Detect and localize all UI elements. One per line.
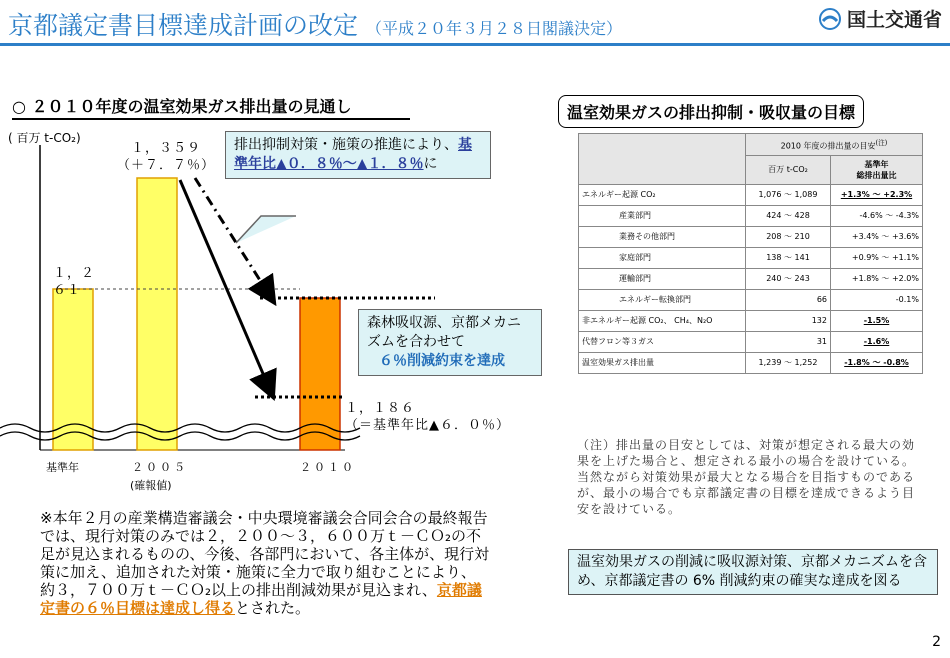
table-row-value: 66 [746,289,831,310]
category-label-2010: ２０１０ [300,461,356,474]
table-row-value: 132 [746,310,831,331]
table-row [579,184,923,205]
footnote-text: ※本年２月の産業構造審議会・中央環境審議会合同会合の最終報告では、現行対策のみでは２，２００～３，６００万ｔ－ＣＯ₂の不足が見込まれるものの、今後、各部門において、各主体が、現行対策に加え、追加された対策・施策に全力で取り組むことにより、約３，７００万ｔ－ＣＯ₂以上の排出削減効果が見込まれ、 [40,509,490,599]
table-row-label: 代替フロン等３ガス [579,331,746,352]
table-row-label: エネルギー起源 CO₂ [579,184,746,205]
2010-value-label [345,400,510,434]
page-number: 2 [932,634,941,650]
bar-1 [137,178,177,450]
table-row-value: 424 ～ 428 [746,205,831,226]
table-row-label: エネルギー転換部門 [579,289,746,310]
bar-0 [53,289,93,450]
table-row-label: 温室効果ガス排出量 [579,352,746,373]
footnote-suffix: とされた。 [235,599,311,617]
table-row-value: 208 ～ 210 [746,226,831,247]
logo-text: 国土交通省 [846,9,942,31]
table-header-note: (注) [875,139,888,147]
table-note: （注）排出量の目安としては、対策が想定される最大の効果を上げた場合と、想定される最小の場合を設けている。当然ながら対策効果が最大となる場合を目指すものであるが、最小の場合でも京都議定書の目標を達成できるよう目安を設けている。 [577,438,916,516]
mlit-logo-icon [819,8,841,30]
table-row-ratio: -1.8% ～ -0.8% [831,352,923,373]
table-row-label: 家庭部門 [579,247,746,268]
policy-callout-text: 排出抑制対策・施策の推進により、 [234,137,458,153]
category-label-base: 基準年 [46,461,79,474]
table-corner-cell [579,134,746,185]
right-section-title: 温室効果ガスの排出抑制・吸収量の目標 [558,95,864,128]
table-row-label: 非エネルギー起源 CO₂、 CH₄、N₂O [579,310,746,331]
title-text: 京都議定書目標達成計画の改定 [8,11,359,40]
2010-value-text: １，１８６ （＝基準年比▲６．０％） [345,401,510,433]
table-col-unit: 百万 t-CO₂ [746,155,831,184]
achievement-callout-text: 森林吸収源、京都メカニズムを合わせて [367,315,521,350]
bar-2 [300,298,340,450]
table-row-label: 業務その他部門 [579,226,746,247]
table-row-ratio: +3.4% ～ +3.6% [831,226,923,247]
category-sub-2005: (確報値) [130,479,172,492]
table-row [579,226,923,247]
table-row [579,268,923,289]
table-row-label: 運輸部門 [579,268,746,289]
footnote-highlight: 京都議定書の６％目標は達成し得る [40,581,482,617]
table-row-ratio: +1.3% ～ +2.3% [831,184,923,205]
table-row-ratio: +0.9% ～ +1.1% [831,247,923,268]
summary-box: 温室効果ガスの削減に吸収源対策、京都メカニズムを含め、京都議定書の 6% 削減約束の確実な達成を図る [568,549,938,595]
table-row-value: 138 ～ 141 [746,247,831,268]
table-row-value: 31 [746,331,831,352]
table-row-label: 産業部門 [579,205,746,226]
table-header-main [746,134,923,156]
2005-value-label [117,140,215,174]
left-section-title: ○ ２０１０年度の温室効果ガス排出量の見通し [12,94,410,120]
base-year-value-label [53,265,95,299]
base-year-value-text: １，２ ６１ [53,266,96,298]
table-row [579,247,923,268]
targets-table [578,133,923,374]
policy-callout-highlight: 基準年比▲０．８％～▲１．８％ [234,137,472,172]
ministry-logo [819,5,942,32]
achievement-callout-highlight: ６％削減約束を達成 [379,353,505,369]
policy-callout [225,131,491,179]
table-row-ratio: -1.6% [831,331,923,352]
table-row [579,331,923,352]
table-row-value: 1,076 ～ 1,089 [746,184,831,205]
table-row [579,289,923,310]
table-row-value: 1,239 ～ 1,252 [746,352,831,373]
chart-unit-label: ( 百万 t-CO₂) [8,131,81,145]
table-header-row [579,134,923,156]
achievement-callout [358,309,542,376]
table-row [579,310,923,331]
table-row-value: 240 ～ 243 [746,268,831,289]
table-row-ratio: -1.5% [831,310,923,331]
policy-callout-pointer [236,215,306,245]
table-row-ratio: +1.8% ～ +2.0% [831,268,923,289]
policy-callout-suffix: に [423,156,438,172]
table-row [579,352,923,373]
table-row [579,205,923,226]
table-row-ratio: -4.6% ～ -4.3% [831,205,923,226]
lower-trend-arrow [180,180,270,390]
table-header-main-text: 2010 年度の排出量の目安 [780,141,876,151]
title-subtitle: （平成２０年３月２８日閣議決定） [365,19,622,38]
table-col-ratio: 基準年 総排出量比 [831,155,923,184]
category-label-2005: ２００５ [132,461,188,474]
2005-value-text: １，３５９ （＋７．７％） [117,141,216,173]
chart-footnote [40,509,490,617]
table-row-ratio: -0.1% [831,289,923,310]
